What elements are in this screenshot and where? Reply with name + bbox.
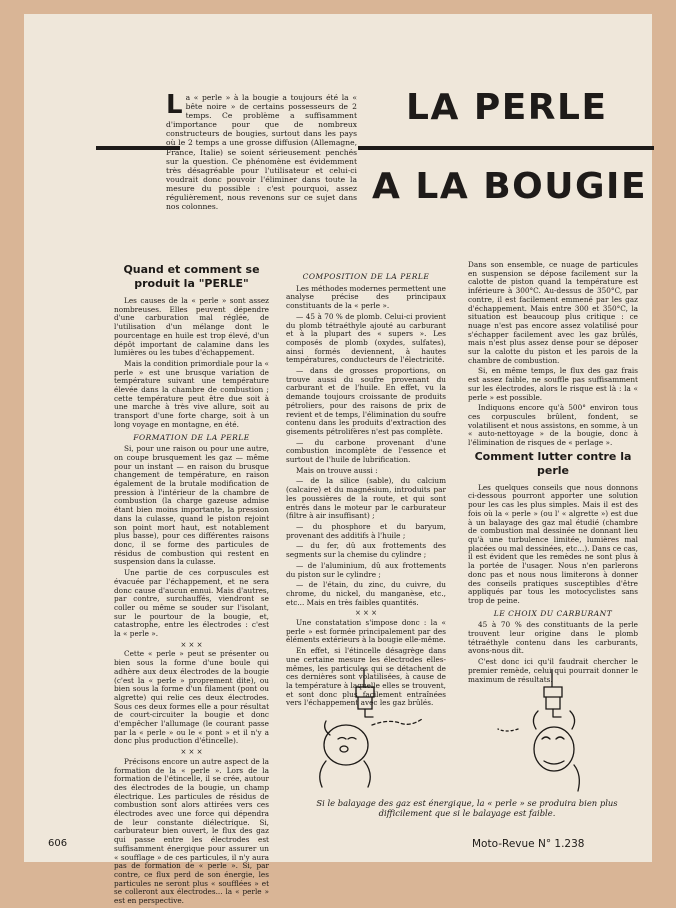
separator: × × × xyxy=(180,748,203,757)
paragraph: 45 à 70 % des constituants de la perle trouvent leur origine dans le plomb tétraéthyle contenu dans les carburants, avons-nous dit. xyxy=(468,620,638,656)
illustration-caption: Si le balayage des gaz est énergique, la « perle » se produira bien plus difficilement que si le balayage est faible. xyxy=(316,798,618,818)
left-character-icon xyxy=(320,719,422,787)
paragraph: Une partie de ces corpuscules est évacuée par l'échappement, et ne sera donc cause d'aucun ennui. Mais d'autres, par contre, surchauffés, viendront se coller ou même se souder sur l'isolant, sur le pourtour de la bougie, et, catastrophe, entre les électrodes : c'est la « perle ». xyxy=(114,568,269,639)
paragraph: Cette « perle » peut se présenter ou bien sous la forme d'une boule qui adhère aux deux électrodes de la bougie (c'est la « perle » proprement dite), ou bien sous la forme d'un filament (pont ou algrette) qui relie ces deux électrodes. Sous ces deux formes elle a pour résultat de court-circuiter la bougie et donc d'empêcher l'allumage (le courant passe par la « perle » ou le « pont » et il n'y a donc plus production d'étincelle). xyxy=(114,649,269,746)
drop-cap: L xyxy=(166,90,183,120)
column-1 xyxy=(114,261,269,908)
magazine-issue: Moto-Revue N° 1.238 xyxy=(472,838,585,850)
magazine-page xyxy=(24,14,652,906)
paragraph: — de l'étain, du zinc, du cuivre, du chrome, du nickel, du manganèse, etc., etc... Mais en très faibles quantités. xyxy=(286,580,446,607)
paragraph: — du phosphore et du baryum, provenant des additifs à l'huile ; xyxy=(286,521,446,540)
paragraph: — dans de grosses proportions, on trouve aussi du soufre provenant du carburant et de l'huile. En effet, vu la demande toujours croissante de produits pétroliers, pour des raisons de prix de revient et de temps, l'élimination du soufre contenu dans les produits d'extraction des gisements pétrolifères n'est pas complète. xyxy=(286,366,446,436)
left-spark-plug-icon xyxy=(356,669,374,717)
right-spark-plug-icon xyxy=(544,669,562,717)
paragraph: — du fer, dû aux frottements des segments sur la chemise du cylindre ; xyxy=(286,541,446,560)
right-rule xyxy=(358,146,654,150)
paragraph: Indiquons encore qu'à 500° environ tous ces corpuscules brûlent, fondent, se volatilisent et nous assistons, en somme, à un « auto-nettoyage » de la bougie, donc à l'élimination de risques de « perlage ». xyxy=(468,403,638,448)
paragraph: C'est donc ici qu'il faudrait chercher le premier remède, celui qui pourrait donner le maximum de résultats. xyxy=(468,657,638,684)
paragraph: Les causes de la « perle » sont assez nombreuses. Elles peuvent dépendre d'une carburation mal réglée, de l'utilisation d'un mélange dont le pourcentage en huile est trop élevé, d'un dépôt important de calamine dans les lumières ou les tubes d'échappement. xyxy=(114,296,269,358)
paragraph: Si, pour une raison ou pour une autre, on coupe brusquement les gaz — même pour un instant — en raison du brusque changement de température, en raison également de la brutale modification de pression à l'intérieur de la chambre de combustion (la charge gazeuse admise étant bien moins importante, la pression dans la culasse, quand le piston rejoint son point mort haut, est notablement plus basse), pour ces différentes raisons donc, il se forme des particules de résidus de combustion qui restent en suspension dans la culasse. xyxy=(114,444,269,567)
right-character-icon xyxy=(498,711,579,791)
section-heading-lutter: Comment lutter contre la perle xyxy=(474,449,632,477)
paragraph: — de l'aluminium, dû aux frottements du piston sur le cylindre ; xyxy=(286,560,446,579)
separator: × × × xyxy=(180,640,203,649)
paragraph: — du carbone provenant d'une combustion incomplète de l'essence et surtout de l'huile de lubrification. xyxy=(286,437,446,465)
page-number: 606 xyxy=(48,838,68,849)
paragraph: Les quelques conseils que nous donnons ci-dessous pourront apporter une solution pour les cas les plus simples. Mais il est des fois où la « perle » (ou l' « algrette ») est due à un balayage des gaz mal étudié (chambre de combustion mal dessinée ne donnant lieu qu'à une turbulence limitée, lumières mal placées ou mal dessinées, etc...). Dans ce cas, il est évident que les remèdes ne sont plus à la portée de l'usager. Nous n'en parlerons donc pas et nous nous limiterons à donner des conseils pratiques susceptibles d'être appliqués par tous les motocyclistes sans trop de peine. xyxy=(468,482,638,605)
intro-paragraph xyxy=(166,90,357,212)
headline-line2: A LA BOUGIE xyxy=(372,166,648,207)
subheading-carburant: LE CHOIX DU CARBURANT xyxy=(493,608,613,618)
section-heading-formation: Quand et comment se produit la "PERLE" xyxy=(123,263,260,290)
intro-text: a « perle » à la bougie a toujours été la « bête noire » de certains possesseurs de 2 temps. Ce problème a suffisamment d'importance pour que de nombreux constructeurs de bougies, surtout dans les pays où le 2 temps a une grosse diffusion (Allemagne, France, Italie) se soient sérieusement penchés sur la question. Ce phénomène est évidemment très désagréable pour l'utilisateur et celui-ci voudrait donc pouvoir l'éliminer dans toute la mesure du possible : c'est pourquoi, assez régulièrement, nous revenons sur ce sujet dans nos colonnes. xyxy=(166,93,357,212)
separator: × × × xyxy=(354,609,378,618)
subheading-formation: FORMATION DE LA PERLE xyxy=(133,432,250,442)
paragraph: Les méthodes modernes permettent une analyse précise des principaux constituants de la « perle ». xyxy=(286,283,446,311)
cartoon-illustration xyxy=(286,669,648,859)
paragraph: — de la silice (sable), du calcium (calcaire) et du magnésium, introduits par les poussières de la route, et qui sont entrés dans le moteur par le carburateur (filtre à air insuffisant) ; xyxy=(286,476,446,521)
paragraph: Mais on trouve aussi : xyxy=(296,465,378,475)
headline-line1: LA PERLE xyxy=(406,87,608,128)
paragraph: Précisons encore un autre aspect de la formation de la « perle ». Lors de la formation de l'étincelle, il se crée, autour des électrodes de la bougie, un champ électrique. Les particules de résidus de combustion sont alors attirées vers ces électrodes avec une force qui dépendra de leur constante diélectrique. Si, carburateur bien ouvert, le flux des gaz qui passe entre les électrodes est suffisamment énergique pour assurer un « soufflage » de ces particules, il n'y aura pas de formation de « perle ». Si, par contre, ce flux perd de son énergie, les particules ne seront plus « soufflées » et se colleront aux électrodes... la « perle » est en perspective. xyxy=(114,756,269,906)
paragraph: Dans son ensemble, ce nuage de particules en suspension se dépose facilement sur la calotte de piston quand la température est inférieure à 300°C. Au-dessus de 350°C, par contre, il est facilement emmené par les gaz d'échappement. Mais entre 300 et 350°C, la situation est beaucoup plus critique : ce nuage n'est pas encore assez volatilisé pour s'échapper facilement avec les gaz brûlés, mais n'est plus assez dense pour se déposer sur la calotte du piston et les parois de la chambre de combustion. xyxy=(468,260,638,365)
subheading-composition: COMPOSITION DE LA PERLE xyxy=(302,272,430,281)
paragraph: — 45 à 70 % de plomb. Celui-ci provient du plomb tétraéthyle ajouté au carburant et à la plupart des « supers ». Les composés de plomb (oxydes, sulfates), ainsi formés deviennent, à hautes températures, conducteurs de l'électricité. xyxy=(286,311,446,365)
paragraph: Une constatation s'impose donc : la « perle » est formée principalement par des éléments extérieurs à la bougie elle-même. xyxy=(286,618,446,645)
column-2 xyxy=(286,269,446,710)
column-3 xyxy=(468,261,638,686)
paragraph: Mais la condition primordiale pour la « perle » est une brusque variation de température suivant une température élevée dans la chambre de combustion ; cette température peut être due soit à une marche à très vive allure, soit au transport d'une forte charge, soit à un long voyage en montagne, en été. xyxy=(114,358,269,429)
paragraph: Si, en même temps, le flux des gaz frais est assez faible, ne souffle pas suffisamment sur les électrodes, alors le risque est là : la « perle » est possible. xyxy=(468,366,638,402)
paragraph: En effet, si l'étincelle désagrège dans une certaine mesure les électrodes elles-mêmes, les particules qui se détachent de ces dernières sont volatilisées, à cause de la température à laquelle elles se trouvent, et sont donc plus facilement entraînées vers l'échappement avec les gaz brûlés. xyxy=(286,646,446,708)
